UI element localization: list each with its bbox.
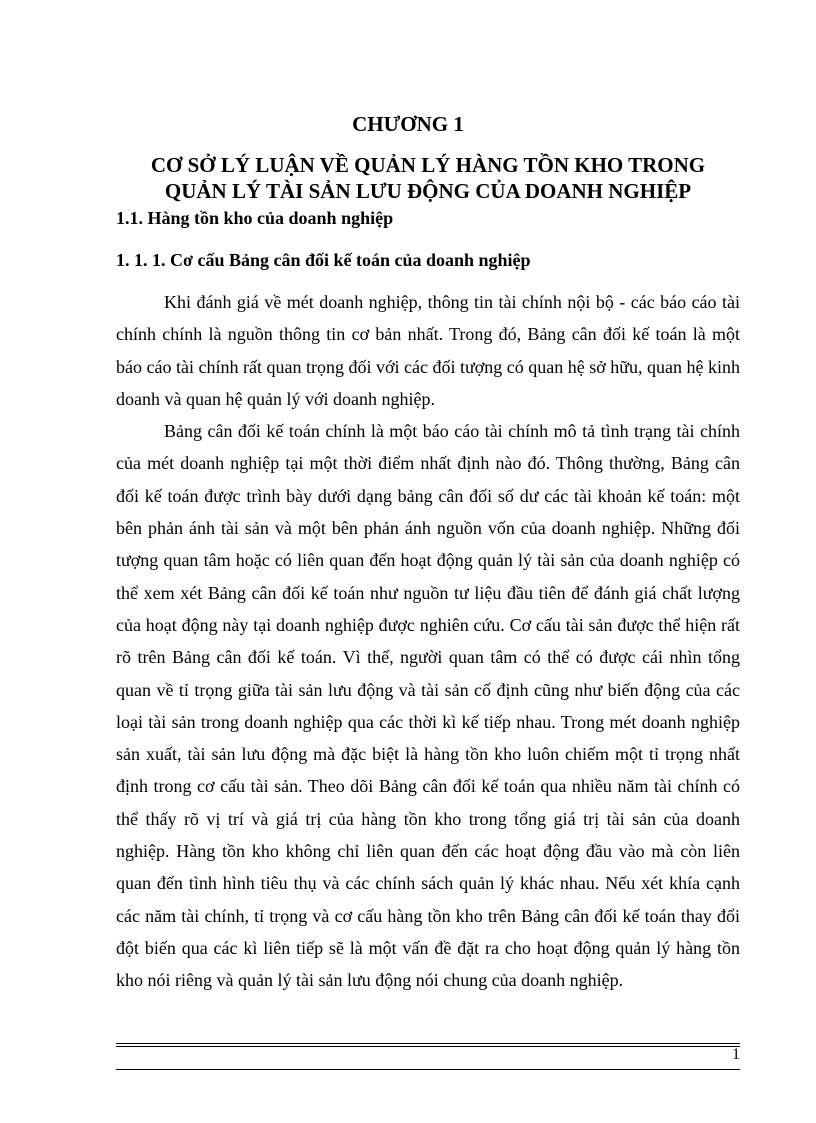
chapter-number: CHƯƠNG 1 <box>352 112 464 136</box>
chapter-title-line-1: CƠ SỞ LÝ LUẬN VỀ QUẢN LÝ HÀNG TỒN KHO TRONG <box>150 153 706 177</box>
footer-divider <box>116 1046 740 1047</box>
paragraph: Khi đánh giá về mét doanh nghiệp, thông tin tài chính nội bộ - các báo cáo tài chính chính là nguồn thông tin cơ bản nhất. Trong đó, Bảng cân đối kế toán là một báo cáo tài chính rất quan trọng đối với các đối tượng có quan hệ sở hữu, quan hệ kinh doanh và quan hệ quản lý với doanh nghiệp. <box>116 292 740 409</box>
section-heading: 1.1. Hàng tồn kho của doanh nghiệp <box>116 208 394 228</box>
body-text <box>116 286 740 997</box>
footer-divider <box>116 1043 740 1044</box>
chapter-title <box>100 152 756 204</box>
chapter-title-line-2: QUẢN LÝ TÀI SẢN LƯU ĐỘNG CỦA DOANH NGHIỆP <box>164 179 692 203</box>
paragraph: Bảng cân đối kế toán chính là một báo cáo tài chính mô tả tình trạng tài chính của mét doanh nghiệp tại một thời điểm nhất định nào đó. Thông thường, Bảng cân đối kế toán được trình bày dưới dạng bảng cân đối số dư các tài khoản kế toán: một bên phản ánh tài sản và một bên phản ánh nguồn vốn của doanh nghiệp. Những đối tượng quan tâm hoặc có liên quan đến hoạt động quản lý tài sản của doanh nghiệp có thể xem xét Bảng cân đối kế toán như nguồn tư liệu đầu tiên để đánh giá chất lượng của hoạt động này tại doanh nghiệp được nghiên cứu. Cơ cấu tài sản được thể hiện rất rõ trên Bảng cân đối kế toán. Vì thế, người quan tâm có thể có được cái nhìn tổng quan về tỉ trọng giữa tài sản lưu động và tài sản cố định cũng như biến động của các loại tài sản trong doanh nghiệp qua các thời kì kế tiếp nhau. Trong mét doanh nghiệp sản xuất, tài sản lưu động mà đặc biệt là hàng tồn kho luôn chiếm một tỉ trọng nhất định trong cơ cấu tài sản. Theo dõi Bảng cân đối kế toán qua nhiều năm tài chính có thể thấy rõ vị trí và giá trị của hàng tồn kho trong tổng giá trị tài sản của doanh nghiệp. Hàng tồn kho không chỉ liên quan đến các hoạt động đầu vào mà còn liên quan đến tình hình tiêu thụ và các chính sách quản lý khác nhau. Nếu xét khía cạnh các năm tài chính, tỉ trọng và cơ cấu hàng tồn kho trên Bảng cân đối kế toán thay đổi đột biến qua các kì liên tiếp sẽ là một vấn đề đặt ra cho hoạt động quản lý hàng tồn kho nói riêng và quản lý tài sản lưu động nói chung của doanh nghiệp. <box>116 421 740 991</box>
page-number: 1 <box>732 1046 740 1063</box>
subsection-heading: 1. 1. 1. Cơ cấu Bảng cân đối kế toán của doanh nghiệp <box>116 250 531 270</box>
footer-divider <box>116 1069 740 1070</box>
